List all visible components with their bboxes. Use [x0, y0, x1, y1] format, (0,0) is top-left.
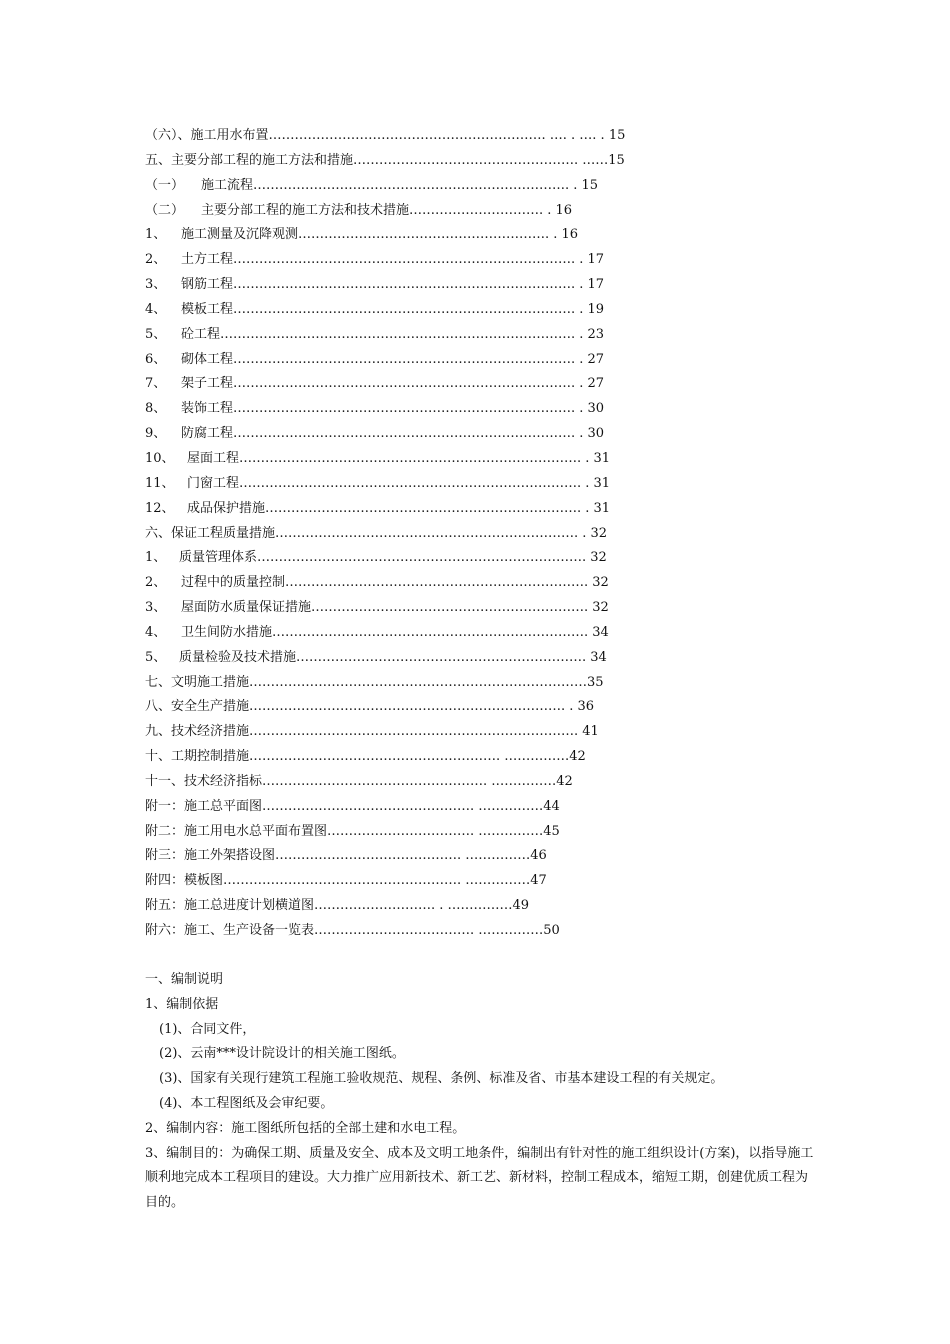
- list-item: (1)、合同文件，: [159, 1021, 256, 1037]
- table-of-contents: [145, 124, 845, 944]
- toc-entry: 4、 卫生间防水措施………………………………………………………………. 34: [145, 624, 609, 640]
- toc-entry: （六）、施工用水布置………………………………………………………. …. . …. . 15: [145, 128, 626, 143]
- toc-entry: 七、文明施工措施……………………………………………………………………35: [145, 674, 604, 690]
- toc-entry: 5、 质量检验及技术措施…………………………………………………………. 34: [145, 649, 607, 665]
- toc-entry: 五、主要分部工程的施工方法和措施……………………………………………. ……15: [145, 152, 625, 168]
- list-item: (3)、国家有关现行建筑工程施工验收规范、规程、条例、标准及省、市基本建设工程的有关规定。: [159, 1071, 724, 1087]
- toc-entry: 1、 质量管理体系…………………………………………………………………. 32: [145, 550, 607, 566]
- paragraph: 3、编制目的：为确保工期、质量及安全、成本及文明工地条件，编制出有针对性的施工组织设计(方案)，以指导施工顺利地完成本工程项目的建设。大力推广应用新技术、新工艺、新材料，控制工程成本，缩短工期，创建优质工程为目的。: [145, 1145, 814, 1211]
- toc-entry: 12、 成品保护措施………………………………………………………………. . 31: [145, 500, 611, 516]
- toc-entry: 3、 钢筋工程……………………………………………………………………. . 17: [145, 277, 605, 293]
- toc-entry: 附一：施工总平面图…………………………………………. ……………44: [145, 798, 560, 814]
- toc-entry: 附四：模板图………………………………………………. ……………47: [145, 873, 547, 889]
- toc-entry: 7、 架子工程……………………………………………………………………. . 27: [145, 376, 605, 392]
- body-text: [145, 968, 815, 1216]
- toc-entry: 2、 过程中的质量控制……………………………………………………………. 32: [145, 575, 609, 591]
- toc-entry: 六、保证工程质量措施……………………………………………………………. . 32: [145, 525, 608, 541]
- toc-entry: 附五：施工总进度计划横道图………………………. . ……………49: [145, 898, 530, 914]
- toc-entry: 11、 门窗工程……………………………………………………………………. . 31: [145, 475, 611, 491]
- toc-entry: 十一、技术经济指标……………………………………………. ……………42: [145, 773, 573, 789]
- toc-entry: 6、 砌体工程……………………………………………………………………. . 27: [145, 351, 605, 367]
- toc-entry: 8、 装饰工程……………………………………………………………………. . 30: [145, 401, 605, 417]
- toc-entry: 附六：施工、生产设备一览表………………………………. ……………50: [145, 923, 560, 938]
- toc-entry: 九、技术经济措施…………………………………………………………………. 41: [145, 724, 599, 740]
- toc-entry: 3、 屋面防水质量保证措施………………………………………………………. 32: [145, 600, 609, 616]
- toc-entry: （二） 主要分部工程的施工方法和技术措施…………………………. . 16: [145, 202, 573, 218]
- subsection-heading: 1、编制依据: [145, 996, 219, 1012]
- toc-entry: 2、 土方工程……………………………………………………………………. . 17: [145, 252, 605, 268]
- toc-entry: 10、 屋面工程……………………………………………………………………. . 31: [145, 450, 611, 466]
- toc-entry: 八、安全生产措施………………………………………………………………. . 36: [145, 699, 595, 715]
- toc-entry: 附二：施工用电水总平面布置图……………………………. ……………45: [145, 823, 560, 839]
- toc-entry: 4、 模板工程……………………………………………………………………. . 19: [145, 301, 605, 317]
- toc-entry: 附三：施工外架搭设图……………………………………. ……………46: [145, 848, 547, 864]
- toc-entry: 十、工期控制措施…………………………………………………. ……………42: [145, 749, 586, 765]
- section-heading: 一、编制说明: [145, 972, 224, 987]
- toc-entry: 1、 施工测量及沉降观测…………………………………………………. . 16: [145, 227, 579, 243]
- paragraph: 2、编制内容：施工图纸所包括的全部土建和水电工程。: [145, 1120, 466, 1136]
- list-item: (2)、云南***设计院设计的相关施工图纸。: [159, 1046, 405, 1062]
- list-item: (4)、本工程图纸及会审纪要。: [159, 1095, 334, 1111]
- toc-entry: 9、 防腐工程……………………………………………………………………. . 30: [145, 426, 605, 442]
- toc-entry: 5、 砼工程………………………………………………………………………. . 23: [145, 326, 605, 342]
- toc-entry: （一） 施工流程………………………………………………………………. . 15: [145, 177, 599, 193]
